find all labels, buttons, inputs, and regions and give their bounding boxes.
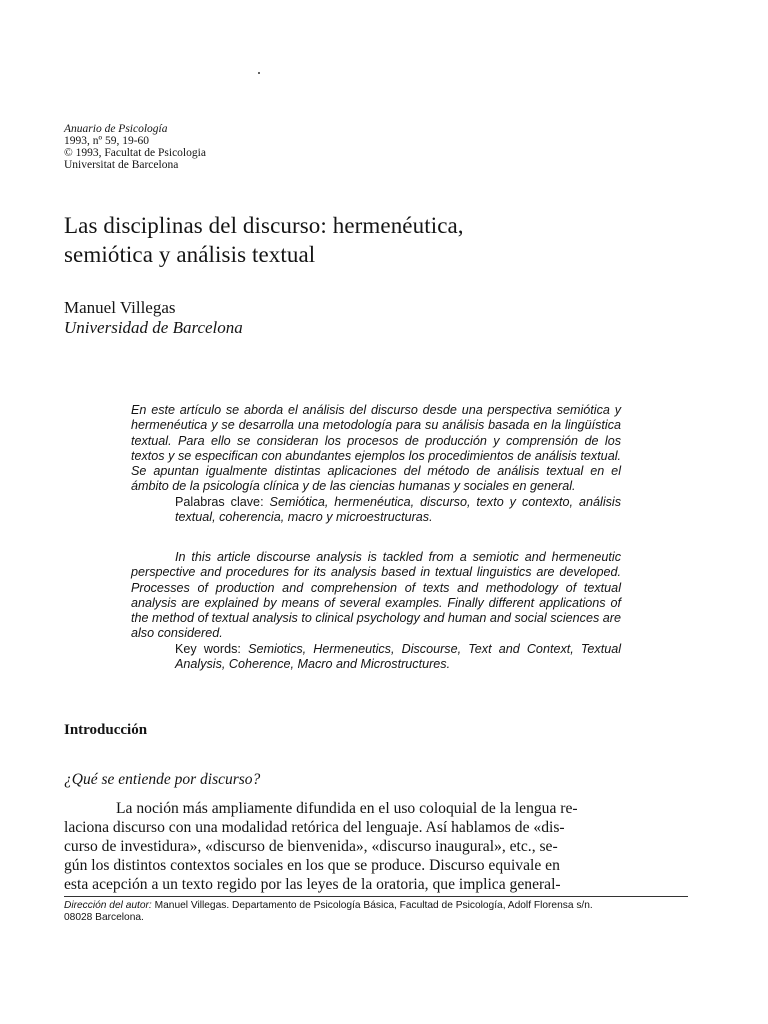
footnote-divider	[64, 896, 688, 897]
title-line-1: Las disciplinas del discurso: hermenéutica,	[64, 213, 464, 238]
author-affiliation: Universidad de Barcelona	[64, 318, 243, 337]
body-paragraph	[64, 799, 688, 894]
abstract-en-text: In this article discourse analysis is tackled from a semiotic and hermeneutic perspective and procedures for its analysis based in textual linguistics are developed. Processes of production and comprehension of texts and methodology of textual analysis are explained by means of several examples. Finally different applications of the method of textual analysis to clinical psychology and human and social sciences are also considered.	[131, 550, 621, 641]
abstract-es-keywords	[131, 495, 621, 526]
title-line-2: semiótica y análisis textual	[64, 242, 316, 267]
author-block	[64, 298, 243, 338]
journal-university: Universitat de Barcelona	[64, 159, 179, 171]
body-line-4: gún los distintos contextos sociales en los que se produce. Discurso equivale en	[64, 857, 560, 874]
keywords-en: Semiotics, Hermeneutics, Discourse, Text and Context, Textual Analysis, Coherence, Macro and Microstructures.	[175, 641, 622, 672]
journal-issue: 1993, nº 59, 19-60	[64, 135, 150, 147]
footnote	[64, 900, 704, 924]
footnote-line-2: 08028 Barcelona.	[64, 912, 144, 923]
keywords-label-en: Key words:	[175, 641, 241, 656]
body-line-2: laciona discurso con una modalidad retórica del lenguaje. Así hablamos de «dis-	[64, 819, 565, 836]
subsection-heading: ¿Qué se entiende por discurso?	[64, 771, 261, 788]
journal-info	[64, 123, 206, 171]
abstract-es-text: En este artículo se aborda el análisis del discurso desde una perspectiva semiótica y hermenéutica y se desarrolla una metodología para su análisis basada en la lingüística textual. Para ello se consideran los procesos de producción y comprensión de los textos y se especifican con abundantes ejemplos los procedimientos de análisis textual. Se apuntan igualmente distintas aplicaciones del método de análisis textual en el ámbito de la psicología clínica y de las ciencias humanas y sociales en general.	[131, 403, 621, 494]
scan-speck	[258, 72, 260, 74]
journal-copyright: © 1993, Facultat de Psicologia	[64, 147, 206, 159]
body-line-5: esta acepción a un texto regido por las leyes de la oratoria, que implica general-	[64, 876, 561, 893]
body-line-1: La noción más ampliamente difundida en el uso coloquial de la lengua re-	[116, 800, 578, 817]
abstract-english	[131, 550, 621, 672]
section-heading: Introducción	[64, 722, 148, 738]
keywords-label-es: Palabras clave:	[175, 494, 264, 509]
footnote-line-1	[64, 900, 704, 912]
abstract-spanish	[131, 403, 621, 525]
author-name: Manuel Villegas	[64, 298, 176, 317]
abstract-en-keywords	[131, 642, 621, 673]
journal-name: Anuario de Psicología	[64, 123, 168, 135]
footnote-label: Dirección del autor:	[64, 900, 152, 911]
article-title	[64, 211, 684, 269]
body-line-3: curso de investidura», «discurso de bienvenida», «discurso inaugural», etc., se-	[64, 838, 558, 855]
footnote-address: Manuel Villegas. Departamento de Psicología Básica, Facultad de Psicología, Adolf Florensa s/n.	[154, 900, 593, 911]
keywords-es: Semiótica, hermenéutica, discurso, texto y contexto, análisis textual, coherencia, macro y microestructuras.	[175, 494, 622, 525]
